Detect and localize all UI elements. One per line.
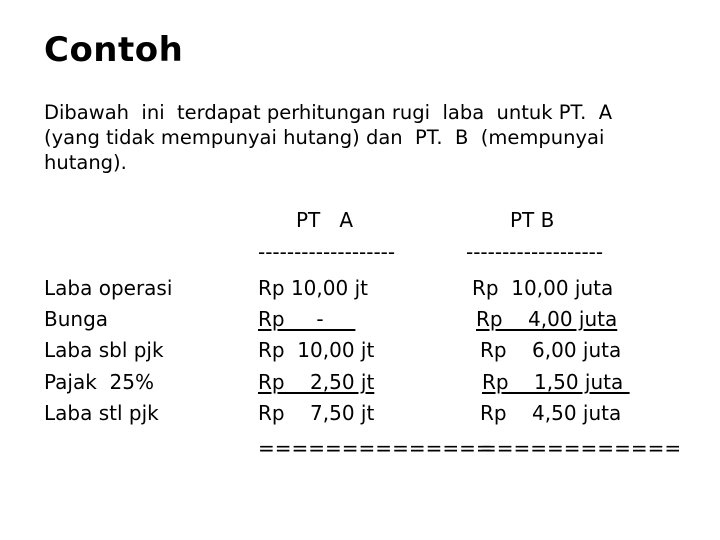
page-title: Contoh xyxy=(44,30,184,70)
pt-a-value: Rp 10,00 jt xyxy=(258,276,368,300)
pt-b-value: Rp 10,00 juta xyxy=(472,276,614,300)
row-label: Pajak 25% xyxy=(44,370,154,394)
pt-b-value: Rp 4,00 juta xyxy=(476,307,618,331)
pt-b-value: Rp 6,00 juta xyxy=(480,338,622,362)
total-equals-a: ============== xyxy=(258,436,493,460)
separator-dashes-a: ------------------- xyxy=(258,240,396,264)
intro-line: Dibawah ini terdapat perhitungan rugi laba untuk PT. A xyxy=(44,101,613,124)
pt-a-value: Rp 2,50 jt xyxy=(258,370,375,394)
intro-line: hutang). xyxy=(44,151,127,174)
row-label: Bunga xyxy=(44,307,109,331)
separator-dashes-b: ------------------- xyxy=(466,240,604,264)
pt-b-value: Rp 4,50 juta xyxy=(480,401,622,425)
total-equals-b: ============ xyxy=(480,436,682,460)
row-label: Laba stl pjk xyxy=(44,401,159,425)
pt-a-value: Rp 10,00 jt xyxy=(258,338,375,362)
row-label: Laba sbl pjk xyxy=(44,338,164,362)
pt-a-value: Rp - xyxy=(258,307,356,331)
pt-a-value: Rp 7,50 jt xyxy=(258,401,375,425)
header-pt-b: PT B xyxy=(510,208,555,232)
intro-paragraph xyxy=(44,100,694,175)
header-pt-a: PT A xyxy=(296,208,354,232)
pt-b-value: Rp 1,50 juta xyxy=(482,370,630,394)
row-label: Laba operasi xyxy=(44,276,173,300)
intro-line: (yang tidak mempunyai hutang) dan PT. B (mempunyai xyxy=(44,126,605,149)
